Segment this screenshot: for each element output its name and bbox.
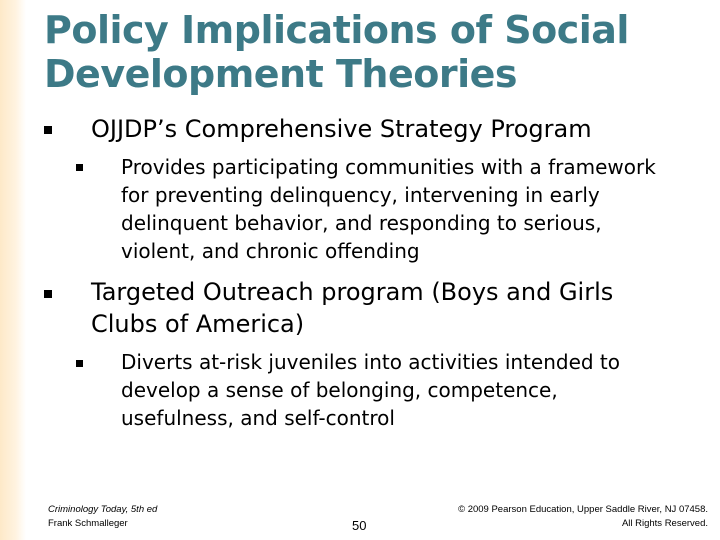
slide-title bbox=[44, 8, 684, 96]
bullet-2-sub-text: Diverts at-risk juveniles into activities intended to develop a sense of belonging, competence, usefulness, and self-control bbox=[121, 350, 621, 430]
title-line-1: Policy Implications of Social bbox=[44, 8, 629, 52]
bullet-square-icon bbox=[44, 290, 52, 298]
left-decorative-band bbox=[0, 0, 26, 540]
page-number: 50 bbox=[352, 518, 367, 533]
footer-book-title: Criminology Today, 5th ed bbox=[48, 504, 158, 515]
bullet-square-icon bbox=[44, 126, 52, 134]
bullet-2-text: Targeted Outreach program (Boys and Girls Clubs of America) bbox=[91, 278, 614, 338]
title-line-2: Development Theories bbox=[44, 52, 518, 96]
sub-bullet-square-icon bbox=[76, 164, 83, 171]
rights-line: All Rights Reserved. bbox=[621, 518, 708, 529]
footer-copyright bbox=[458, 503, 708, 531]
copyright-line: © 2009 Pearson Education, Upper Saddle River, NJ 07458. bbox=[458, 504, 708, 515]
bullet-1-sub-text: Provides participating communities with a framework for preventing delinquency, intervening in early delinquent behavior, and responding to serious, violent, and chronic offending bbox=[121, 155, 656, 263]
sub-bullet-square-icon bbox=[76, 360, 83, 367]
bullet-1-text: OJJDP’s Comprehensive Strategy Program bbox=[91, 115, 592, 143]
footer-author: Frank Schmalleger bbox=[48, 518, 128, 529]
footer-citation bbox=[48, 503, 157, 531]
